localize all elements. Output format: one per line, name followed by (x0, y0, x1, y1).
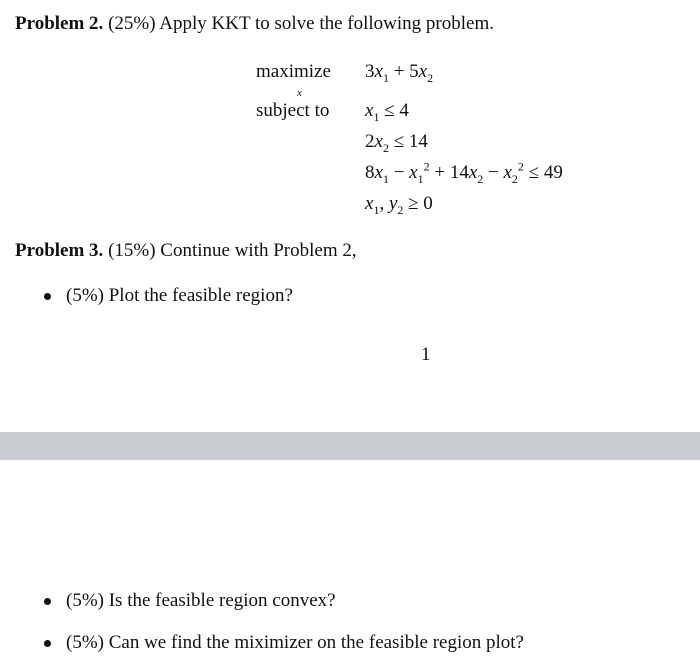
bullet-icon (44, 293, 51, 300)
problem-3-heading: Problem 3. (15, 240, 104, 261)
subject-to-label: subject to (256, 100, 330, 121)
list-item-convexity: (5%) Is the feasible region convex? (66, 590, 336, 611)
constraint-4: $x_1$, $y_2 \ge 0$ (365, 193, 433, 217)
problem-2-heading: Problem 2. (15, 13, 104, 34)
bullet-icon (44, 598, 51, 605)
problem-3-statement (15, 240, 357, 262)
page-2 (0, 460, 700, 661)
problem-2-weight: (25%) (108, 13, 156, 34)
bullet-icon (44, 640, 51, 647)
maximize-variable: x (297, 87, 302, 99)
problem-2-statement (15, 13, 494, 35)
objective-function: $3x_1 + 5x_2$ (365, 61, 434, 85)
constraint-3: $8x_1 - x_1^2 + 14x_2 - x_2^2 \le 49$ (365, 159, 563, 186)
page-number: 1 (421, 344, 431, 365)
problem-3-weight: (15%) (108, 240, 156, 261)
maximize-label: maximize (256, 61, 331, 82)
list-item-maximizer: (5%) Can we find the miximizer on the feasible region plot? (66, 632, 524, 653)
constraint-1: $x_1 \le 4$ (365, 100, 409, 124)
problem-2-text: Apply KKT to solve the following problem. (159, 13, 495, 34)
list-item-plot-region: (5%) Plot the feasible region? (66, 285, 293, 306)
constraint-2: $2x_2 \le 14$ (365, 131, 428, 155)
problem-3-text: Continue with Problem 2, (160, 240, 357, 261)
page-break-gap (0, 432, 700, 460)
